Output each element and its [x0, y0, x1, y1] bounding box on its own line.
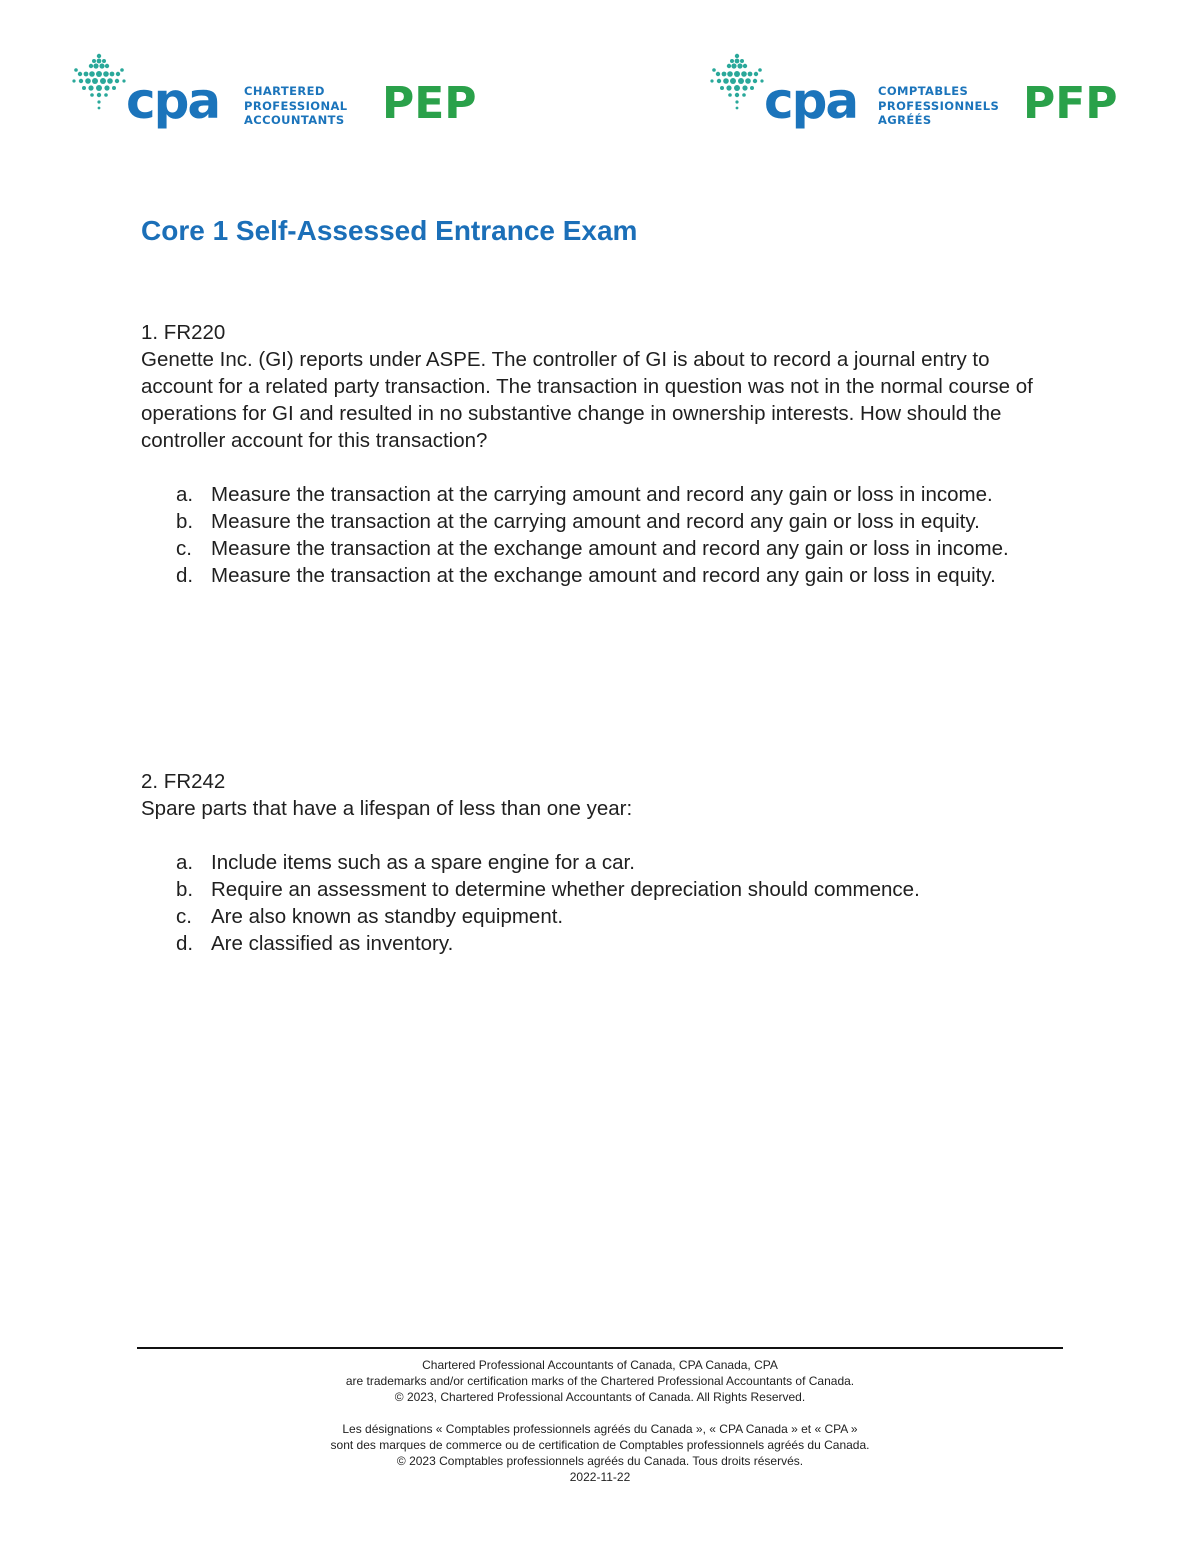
cpa-logo-french [708, 52, 1128, 142]
option-text: Include items such as a spare engine for a car. [211, 851, 635, 874]
answer-option [141, 481, 1061, 508]
answer-options [141, 481, 1061, 589]
footer-line: are trademarks and/or certification marks of the Chartered Professional Accountants of Canada. [345, 1374, 855, 1388]
tagline-line: CHARTERED [244, 84, 325, 98]
answer-option [141, 876, 1061, 903]
cpa-wordmark: cpa [764, 72, 858, 130]
question-stem: Genette Inc. (GI) reports under ASPE. The controller of GI is about to record a journal entry to account for a related party transaction. The transaction in question was not in the normal course of operations for GI and resulted in no substantive change in ownership interests. How should the controller account for this transaction? [141, 348, 1033, 452]
option-text: Require an assessment to determine whether depreciation should commence. [211, 878, 920, 901]
answer-option [141, 930, 1061, 957]
tagline-line: AGRÉÉS [878, 113, 932, 127]
tagline-line: ACCOUNTANTS [244, 113, 345, 127]
option-letter: c. [176, 537, 192, 560]
option-letter: d. [176, 932, 194, 955]
footer-date: 2022-11-22 [569, 1470, 631, 1484]
option-text: Measure the transaction at the carrying amount and record any gain or loss in income. [211, 483, 993, 506]
tagline-line: COMPTABLES [878, 84, 969, 98]
question-stem: Spare parts that have a lifespan of less than one year: [141, 797, 633, 820]
tagline-line: PROFESSIONAL [244, 98, 348, 113]
footer-line: Chartered Professional Accountants of Canada, CPA Canada, CPA [422, 1358, 778, 1372]
logo-tagline [878, 84, 999, 128]
footer-line: sont des marques de commerce ou de certification de Comptables professionnels agréés du Canada. [330, 1438, 870, 1452]
option-text: Are classified as inventory. [211, 932, 454, 955]
answer-option [141, 903, 1061, 930]
maple-leaf-icon [708, 52, 766, 112]
page-title: Core 1 Self-Assessed Entrance Exam [141, 215, 638, 246]
answer-option [141, 562, 1061, 589]
page-footer [137, 1357, 1063, 1485]
option-text: Measure the transaction at the exchange amount and record any gain or loss in income. [211, 537, 1009, 560]
answer-options [141, 849, 1061, 957]
option-letter: b. [176, 510, 194, 533]
option-letter: d. [176, 564, 194, 587]
answer-option [141, 849, 1061, 876]
footer-line: Les désignations « Comptables professionnels agréés du Canada », « CPA Canada » et « CPA » [342, 1422, 858, 1436]
question-1 [141, 319, 1061, 589]
footer-spacer [137, 1405, 1063, 1421]
option-letter: b. [176, 878, 194, 901]
option-letter: a. [176, 851, 194, 874]
question-code: 2. FR242 [141, 770, 226, 793]
option-text: Measure the transaction at the carrying amount and record any gain or loss in equity. [211, 510, 980, 533]
option-letter: c. [176, 905, 192, 928]
cpa-wordmark: cpa [126, 72, 220, 130]
question-code: 1. FR220 [141, 321, 226, 344]
answer-option [141, 535, 1061, 562]
answer-option [141, 508, 1061, 535]
footer-line: © 2023, Chartered Professional Accountants of Canada. All Rights Reserved. [394, 1390, 806, 1404]
option-letter: a. [176, 483, 194, 506]
footer-divider [137, 1347, 1063, 1349]
option-text: Are also known as standby equipment. [211, 905, 564, 928]
cpa-logo-english [70, 52, 500, 142]
option-text: Measure the transaction at the exchange amount and record any gain or loss in equity. [211, 564, 996, 587]
program-label: PEP [382, 78, 477, 129]
logo-tagline [244, 84, 348, 128]
tagline-line: PROFESSIONNELS [878, 98, 1000, 113]
question-2 [141, 768, 1061, 957]
maple-leaf-icon [70, 52, 128, 112]
program-label: PFP [1023, 78, 1118, 129]
footer-line: © 2023 Comptables professionnels agréés du Canada. Tous droits réservés. [396, 1454, 804, 1468]
